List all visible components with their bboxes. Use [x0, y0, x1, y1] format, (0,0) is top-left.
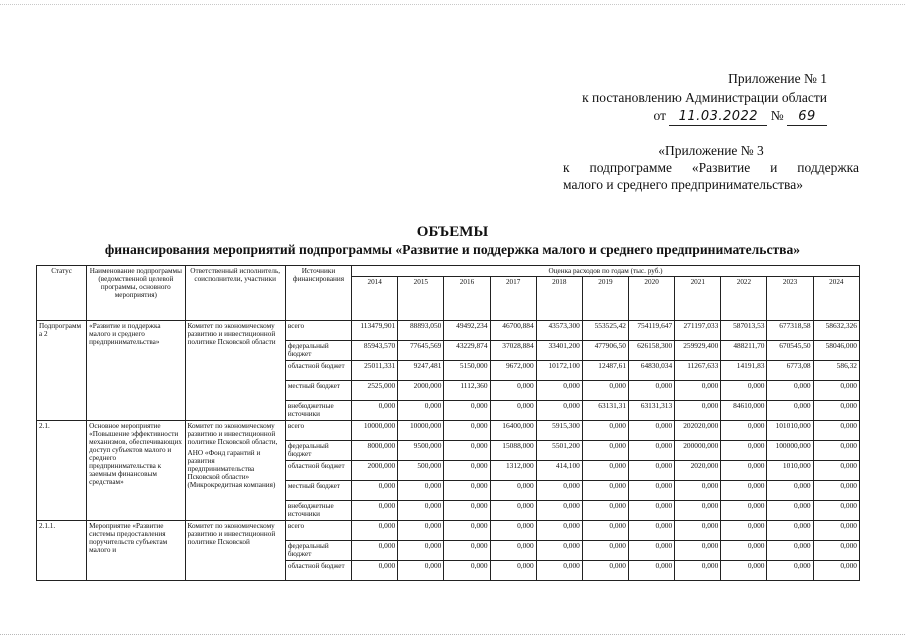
value-cell: 100000,000 [767, 441, 813, 461]
year-header-2024: 2024 [813, 277, 859, 321]
value-cell: 0,000 [398, 541, 444, 561]
value-cell: 88893,050 [398, 321, 444, 341]
value-cell: 0,000 [675, 401, 721, 421]
value-cell: 0,000 [813, 521, 859, 541]
date-prefix: от [653, 108, 666, 123]
value-cell: 0,000 [352, 561, 398, 581]
value-cell: 11267,633 [675, 361, 721, 381]
value-cell: 9672,000 [490, 361, 536, 381]
value-cell: 0,000 [536, 501, 582, 521]
value-cell: 0,000 [536, 521, 582, 541]
measure-name-cell: «Развитие и поддержка малого и среднего предпринимательства» [87, 321, 185, 421]
value-cell: 0,000 [629, 461, 675, 481]
value-cell: 670545,50 [767, 341, 813, 361]
value-cell: 0,000 [582, 501, 628, 521]
value-cell: 8000,000 [352, 441, 398, 461]
value-cell: 0,000 [629, 501, 675, 521]
value-cell: 488211,70 [721, 341, 767, 361]
value-cell: 10172,100 [536, 361, 582, 381]
value-cell: 0,000 [582, 421, 628, 441]
value-cell: 64830,034 [629, 361, 675, 381]
value-cell: 49492,234 [444, 321, 490, 341]
value-cell: 0,000 [490, 521, 536, 541]
value-cell: 0,000 [352, 541, 398, 561]
value-cell: 16400,000 [490, 421, 536, 441]
value-cell: 10000,000 [398, 421, 444, 441]
value-cell: 0,000 [490, 381, 536, 401]
value-cell: 626158,300 [629, 341, 675, 361]
page-title: ОБЪЕМЫ [416, 224, 489, 240]
source-cell: местный бюджет [285, 381, 351, 401]
table-row [37, 421, 860, 441]
value-cell: 0,000 [675, 561, 721, 581]
appendix3-label: «Приложение № 3 [658, 143, 764, 158]
value-cell: 5915,300 [536, 421, 582, 441]
value-cell: 0,000 [582, 481, 628, 501]
value-cell: 0,000 [629, 541, 675, 561]
value-cell: 0,000 [352, 481, 398, 501]
year-header-2018: 2018 [536, 277, 582, 321]
value-cell: 63131,31 [582, 401, 628, 421]
value-cell: 202020,000 [675, 421, 721, 441]
header-years-group: Оценка расходов по годам (тыс. руб.) [352, 266, 860, 277]
year-header-2016: 2016 [444, 277, 490, 321]
value-cell: 9247,481 [398, 361, 444, 381]
value-cell: 43573,300 [536, 321, 582, 341]
value-cell: 0,000 [813, 461, 859, 481]
source-cell: местный бюджет [285, 481, 351, 501]
source-cell: внебюджетные источники [285, 401, 351, 421]
year-header-2019: 2019 [582, 277, 628, 321]
value-cell: 37028,884 [490, 341, 536, 361]
value-cell: 0,000 [721, 381, 767, 401]
value-cell: 0,000 [490, 561, 536, 581]
value-cell: 58046,000 [813, 341, 859, 361]
year-header-2023: 2023 [767, 277, 813, 321]
value-cell: 6773,08 [767, 361, 813, 381]
value-cell: 0,000 [444, 481, 490, 501]
value-cell: 0,000 [444, 421, 490, 441]
value-cell: 2020,000 [675, 461, 721, 481]
source-cell: всего [285, 521, 351, 541]
value-cell: 0,000 [767, 401, 813, 421]
value-cell: 0,000 [629, 421, 675, 441]
year-header-2017: 2017 [490, 277, 536, 321]
source-cell: федеральный бюджет [285, 441, 351, 461]
value-cell: 0,000 [398, 561, 444, 581]
value-cell: 259929,400 [675, 341, 721, 361]
value-cell: 101010,000 [767, 421, 813, 441]
value-cell: 0,000 [675, 381, 721, 401]
value-cell: 85943,570 [352, 341, 398, 361]
value-cell: 0,000 [536, 541, 582, 561]
value-cell: 43229,874 [444, 341, 490, 361]
value-cell: 0,000 [767, 521, 813, 541]
value-cell: 63131,313 [629, 401, 675, 421]
value-cell: 0,000 [444, 401, 490, 421]
measure-name-cell: Мероприятие «Развитие системы предоставления поручительств субъектам малого и [87, 521, 185, 581]
value-cell: 0,000 [444, 561, 490, 581]
header-name: Наименование подпрограммы (ведомственной целевой программы, основного мероприятия) [87, 266, 185, 321]
value-cell: 0,000 [721, 421, 767, 441]
value-cell: 0,000 [490, 501, 536, 521]
value-cell: 0,000 [444, 541, 490, 561]
value-cell: 58632,326 [813, 321, 859, 341]
value-cell: 10000,000 [352, 421, 398, 441]
value-cell: 46700,884 [490, 321, 536, 341]
scan-edge-top [0, 4, 905, 6]
value-cell: 0,000 [444, 501, 490, 521]
value-cell: 0,000 [352, 501, 398, 521]
number-prefix: № [770, 108, 784, 123]
value-cell: 0,000 [721, 461, 767, 481]
value-cell: 0,000 [721, 501, 767, 521]
value-cell: 0,000 [721, 561, 767, 581]
value-cell: 0,000 [813, 561, 859, 581]
value-cell: 0,000 [536, 561, 582, 581]
handwritten-number: 69 [787, 108, 827, 126]
value-cell: 0,000 [582, 381, 628, 401]
value-cell: 0,000 [582, 441, 628, 461]
table-row [37, 321, 860, 341]
year-header-2021: 2021 [675, 277, 721, 321]
value-cell: 477906,50 [582, 341, 628, 361]
value-cell: 15088,000 [490, 441, 536, 461]
value-cell: 2525,000 [352, 381, 398, 401]
value-cell: 0,000 [813, 501, 859, 521]
value-cell: 0,000 [767, 561, 813, 581]
value-cell: 0,000 [675, 521, 721, 541]
value-cell: 0,000 [675, 481, 721, 501]
measure-name-cell: Основное мероприятие «Повышение эффективности механизмов, обеспечивающих доступ субъектов малого и среднего предпринимательства к заемным финансовым средствам» [87, 421, 185, 521]
executor-cell [185, 321, 285, 421]
value-cell: 12487,61 [582, 361, 628, 381]
value-cell: 77645,569 [398, 341, 444, 361]
value-cell: 0,000 [444, 441, 490, 461]
value-cell: 2000,000 [398, 381, 444, 401]
appendix1-date-line [654, 107, 828, 126]
value-cell: 0,000 [398, 401, 444, 421]
value-cell: 33401,200 [536, 341, 582, 361]
value-cell: 0,000 [352, 401, 398, 421]
appendix3-block [563, 142, 859, 193]
value-cell: 1010,000 [767, 461, 813, 481]
value-cell: 0,000 [813, 421, 859, 441]
source-cell: всего [285, 421, 351, 441]
value-cell: 587013,53 [721, 321, 767, 341]
value-cell: 5150,000 [444, 361, 490, 381]
value-cell: 0,000 [490, 541, 536, 561]
source-cell: федеральный бюджет [285, 541, 351, 561]
value-cell: 14191,83 [721, 361, 767, 381]
value-cell: 0,000 [629, 381, 675, 401]
source-cell: внебюджетные источники [285, 501, 351, 521]
value-cell: 0,000 [582, 541, 628, 561]
value-cell: 0,000 [629, 521, 675, 541]
appendix3-to-line1: к подпрограмме «Развитие и поддержка [563, 160, 859, 175]
value-cell: 553525,42 [582, 321, 628, 341]
year-header-2015: 2015 [398, 277, 444, 321]
value-cell: 25011,331 [352, 361, 398, 381]
value-cell: 0,000 [490, 401, 536, 421]
value-cell: 0,000 [582, 561, 628, 581]
value-cell: 0,000 [536, 481, 582, 501]
handwritten-date: 11.03.2022 [669, 108, 767, 126]
value-cell: 0,000 [767, 381, 813, 401]
value-cell: 414,100 [536, 461, 582, 481]
status-cell: Подпрограмма 2 [37, 321, 87, 421]
value-cell: 1312,000 [490, 461, 536, 481]
year-header-2022: 2022 [721, 277, 767, 321]
value-cell: 0,000 [813, 401, 859, 421]
value-cell: 0,000 [352, 521, 398, 541]
value-cell: 1112,360 [444, 381, 490, 401]
header-sources: Источники финансирования [285, 266, 351, 321]
value-cell: 0,000 [721, 441, 767, 461]
value-cell: 0,000 [582, 521, 628, 541]
value-cell: 0,000 [582, 461, 628, 481]
value-cell: 0,000 [813, 441, 859, 461]
executor-text: Комитет по экономическому развитию и инвестиционной политике Псковской области [187, 322, 276, 346]
value-cell: 0,000 [767, 541, 813, 561]
value-cell: 0,000 [767, 501, 813, 521]
appendix1-to: к постановлению Администрации области [582, 90, 827, 105]
value-cell: 500,000 [398, 461, 444, 481]
value-cell: 754119,647 [629, 321, 675, 341]
value-cell: 5501,200 [536, 441, 582, 461]
value-cell: 2000,000 [352, 461, 398, 481]
value-cell: 0,000 [721, 541, 767, 561]
year-header-2014: 2014 [352, 277, 398, 321]
source-cell: областной бюджет [285, 561, 351, 581]
value-cell: 0,000 [813, 541, 859, 561]
header-status: Статус [37, 266, 87, 321]
executor-text: Комитет по экономическому развитию и инвестиционной политике Псковской [187, 522, 276, 546]
status-cell: 2.1. [37, 421, 87, 521]
page-subtitle: финансирования мероприятий подпрограммы «Развитие и поддержка малого и среднего предпринимательства» [104, 242, 801, 257]
value-cell: 0,000 [444, 521, 490, 541]
value-cell: 113479,901 [352, 321, 398, 341]
value-cell: 0,000 [629, 561, 675, 581]
value-cell: 677318,58 [767, 321, 813, 341]
financing-table [36, 265, 860, 581]
value-cell: 9500,000 [398, 441, 444, 461]
status-cell: 2.1.1. [37, 521, 87, 581]
executor-cell [185, 421, 285, 521]
value-cell: 0,000 [675, 501, 721, 521]
value-cell: 0,000 [629, 441, 675, 461]
table-row [37, 521, 860, 541]
value-cell: 586,32 [813, 361, 859, 381]
source-cell: федеральный бюджет [285, 341, 351, 361]
executor-text: Комитет по экономическому развитию и инвестиционной политике Псковской области, [187, 422, 278, 446]
value-cell: 0,000 [767, 481, 813, 501]
value-cell: 0,000 [629, 481, 675, 501]
value-cell: 271197,033 [675, 321, 721, 341]
year-header-2020: 2020 [629, 277, 675, 321]
value-cell: 0,000 [398, 501, 444, 521]
value-cell: 0,000 [813, 481, 859, 501]
value-cell: 200000,000 [675, 441, 721, 461]
value-cell: 0,000 [536, 401, 582, 421]
source-cell: всего [285, 321, 351, 341]
scan-edge-bottom [0, 634, 905, 636]
table-body [37, 321, 860, 581]
source-cell: областной бюджет [285, 361, 351, 381]
value-cell: 0,000 [675, 541, 721, 561]
value-cell: 0,000 [721, 521, 767, 541]
value-cell: 0,000 [398, 481, 444, 501]
value-cell: 0,000 [490, 481, 536, 501]
value-cell: 84610,000 [721, 401, 767, 421]
appendix1-label: Приложение № 1 [728, 71, 827, 86]
value-cell: 0,000 [536, 381, 582, 401]
executor-cell [185, 521, 285, 581]
source-cell: областной бюджет [285, 461, 351, 481]
executor-text-2: АНО «Фонд гарантий и развития предпринимательства Псковской области» (Микрокредитная компания) [187, 449, 276, 489]
header-executor: Ответственный исполнитель, соисполнители, участники [185, 266, 285, 321]
appendix3-to-line2: малого и среднего предпринимательства» [563, 177, 803, 192]
value-cell: 0,000 [721, 481, 767, 501]
value-cell: 0,000 [813, 381, 859, 401]
value-cell: 0,000 [444, 461, 490, 481]
value-cell: 0,000 [398, 521, 444, 541]
